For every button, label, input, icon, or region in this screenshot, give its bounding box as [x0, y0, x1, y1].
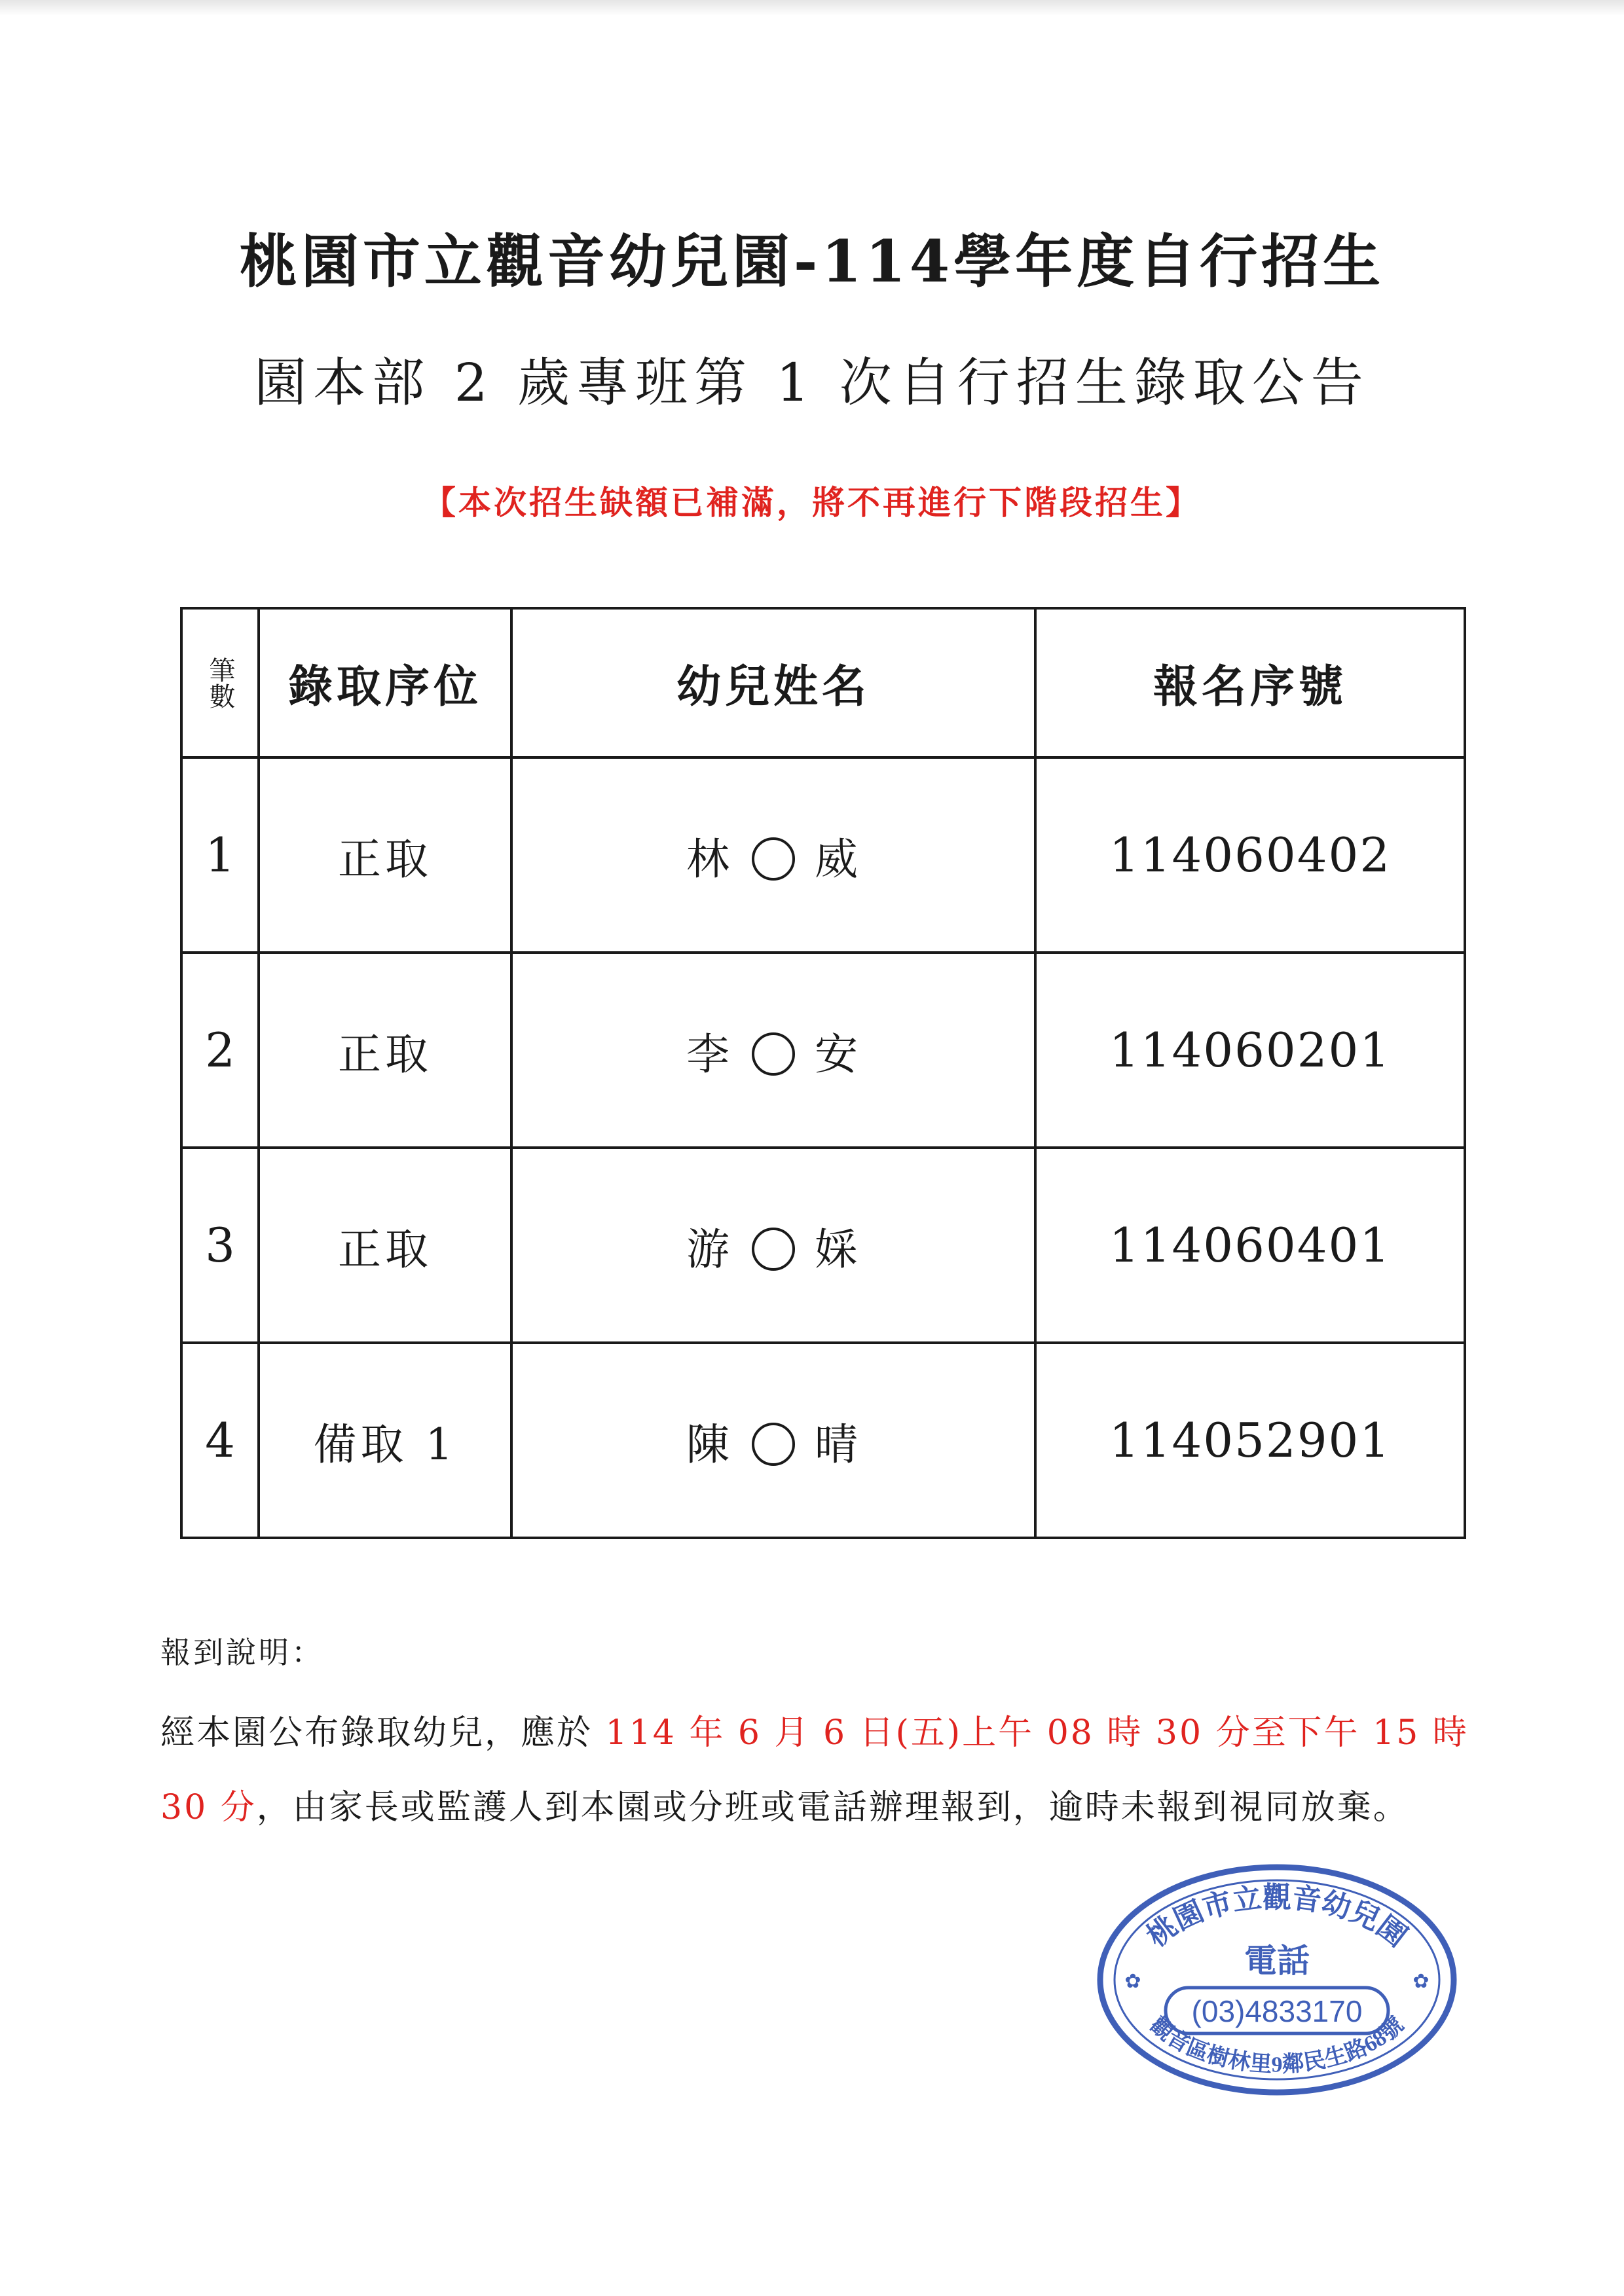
report-line2-time: 30 分 [160, 1788, 257, 1827]
kindergarten-stamp [1094, 1859, 1460, 2100]
table-row [181, 1343, 1465, 1538]
report-heading: 報到說明： [160, 1635, 324, 1670]
header-count-char-2: 數 [205, 683, 235, 709]
row-number: 2 [181, 953, 259, 1148]
name-surname: 林 [686, 833, 732, 884]
table-row [181, 1148, 1465, 1343]
header-serial: 報名序號 [1035, 608, 1465, 757]
row-number: 4 [181, 1343, 259, 1538]
name-surname: 游 [686, 1224, 732, 1275]
stamp-phone-number: (03)4833170 [1191, 1994, 1363, 2028]
name-mask-circle-icon [752, 1423, 795, 1466]
row-rank: 正取 [259, 757, 511, 953]
stamp-flower-right-icon: ✿ [1412, 1970, 1430, 1993]
name-surname: 李 [686, 1029, 732, 1080]
table-header-row [181, 608, 1465, 757]
report-instructions [160, 1696, 1470, 1845]
name-given: 晴 [815, 1419, 860, 1470]
report-line2-suffix: ，由家長或監護人到本園或分班或電話辦理報到，逾時未報到視同放棄。 [256, 1788, 1409, 1827]
name-given: 威 [815, 833, 860, 884]
quota-notice: 【本次招生缺額已補滿，將不再進行下階段招生】 [423, 483, 1201, 522]
page-title: 桃園市立觀音幼兒園-114學年度自行招生 [239, 227, 1385, 295]
row-child-name [511, 757, 1035, 953]
page-subtitle: 園本部 2 歲專班第 1 次自行招生錄取公告 [254, 352, 1370, 413]
report-line1-prefix: 經本園公布錄取幼兒，應於 [160, 1713, 606, 1753]
header-rank: 錄取序位 [259, 608, 511, 757]
name-given: 婇 [815, 1224, 860, 1275]
header-count [181, 608, 259, 757]
stamp-address-text: 觀音區樹林里9鄰民生路68號 [1145, 2013, 1409, 2077]
stamp-flower-left-icon: ✿ [1124, 1970, 1141, 1993]
stamp-org-text: 桃園市立觀音幼兒園 [1141, 1882, 1413, 1954]
report-line1-datetime: 114 年 6 月 6 日(五)上午 08 時 30 分至下午 15 時 [605, 1713, 1469, 1753]
row-child-name [511, 1343, 1035, 1538]
row-child-name [511, 1148, 1035, 1343]
name-given: 安 [815, 1029, 860, 1080]
name-mask-circle-icon [752, 1228, 795, 1271]
admission-table-container [180, 607, 1464, 1539]
row-serial: 114060201 [1035, 953, 1465, 1148]
row-number: 1 [181, 757, 259, 953]
stamp-phone-label: 電話 [1244, 1942, 1310, 1979]
header-name: 幼兒姓名 [511, 608, 1035, 757]
row-rank: 備取 1 [259, 1343, 511, 1538]
row-rank: 正取 [259, 953, 511, 1148]
header-count-char-1: 筆 [205, 657, 235, 683]
name-surname: 陳 [686, 1419, 732, 1470]
row-rank: 正取 [259, 1148, 511, 1343]
row-child-name [511, 953, 1035, 1148]
name-mask-circle-icon [752, 837, 795, 881]
table-row [181, 953, 1465, 1148]
row-serial: 114060401 [1035, 1148, 1465, 1343]
row-serial: 114060402 [1035, 757, 1465, 953]
name-mask-circle-icon [752, 1032, 795, 1076]
scan-edge-shadow [0, 0, 1624, 16]
row-number: 3 [181, 1148, 259, 1343]
row-serial: 114052901 [1035, 1343, 1465, 1538]
table-row [181, 757, 1465, 953]
admission-table [180, 607, 1466, 1539]
